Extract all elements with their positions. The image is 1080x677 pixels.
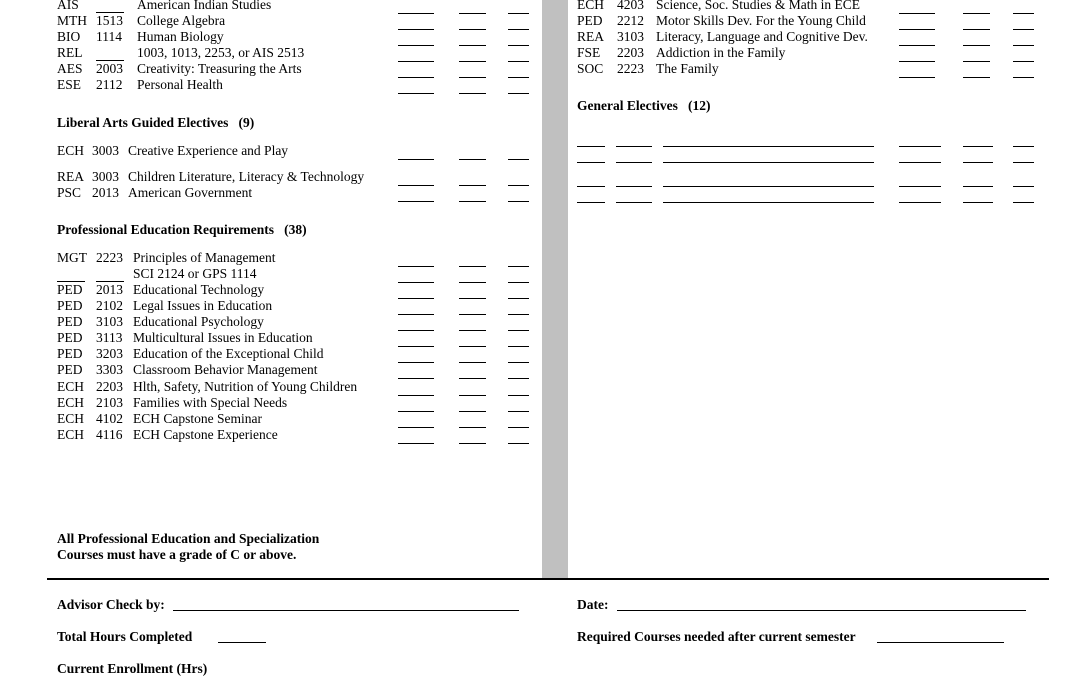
grade-field[interactable] [963,186,993,187]
semester-field[interactable] [899,61,935,62]
course-number: 2223 [96,250,123,265]
elective-number-field[interactable] [616,162,652,163]
course-title: ECH Capstone Experience [133,427,278,442]
grade-field[interactable] [459,330,486,331]
course-number: 3113 [96,330,123,345]
course-number: 4203 [617,0,644,12]
hours-field[interactable] [508,378,529,379]
footer-rule [47,578,1049,580]
hours-field[interactable] [1013,13,1034,14]
course-title: Education of the Exceptional Child [133,346,324,361]
course-title: Human Biology [137,29,224,44]
grade-field[interactable] [459,411,486,412]
course-dept: MGT [57,250,87,265]
elective-number-field[interactable] [616,146,652,147]
course-title: ECH Capstone Seminar [133,411,262,426]
course-dept: ECH [57,411,84,426]
course-title: College Algebra [137,13,226,28]
course-title: Legal Issues in Education [133,298,273,313]
required-courses-field[interactable] [877,642,1004,643]
course-dept: ECH [57,395,84,410]
semester-field[interactable] [398,61,434,62]
elective-dept-field[interactable] [577,186,605,187]
liberal-arts-heading-text: Liberal Arts Guided Electives [57,115,229,130]
grade-field[interactable] [459,45,486,46]
hours-field[interactable] [508,443,529,444]
grade-field[interactable] [459,282,486,283]
general-electives-hours: (12) [687,98,711,113]
course-title: Educational Technology [133,282,265,297]
date-field[interactable] [617,610,1026,611]
course-dept: PED [57,330,83,345]
course-dept: REL [57,45,83,60]
course-dept: AIS [57,0,79,12]
hours-field[interactable] [1013,202,1034,203]
course-title: Multicultural Issues in Education [133,330,313,345]
grade-field[interactable] [963,77,990,78]
required-courses-label: Required Courses needed after current semester [577,629,856,644]
hours-field[interactable] [508,282,529,283]
hours-field[interactable] [508,346,529,347]
course-number: 4116 [96,427,123,442]
grade-note-line-2: Courses must have a grade of C or above. [57,547,297,562]
course-dept: SOC [577,61,604,76]
course-dept: FSE [577,45,601,60]
grade-field[interactable] [459,159,486,160]
course-number: 3103 [617,29,644,44]
course-number: 4102 [96,411,123,426]
course-number: 3203 [96,346,123,361]
course-number: 3003 [92,143,119,158]
elective-dept-field[interactable] [577,162,605,163]
grade-field[interactable] [459,298,486,299]
grade-field[interactable] [459,77,486,78]
semester-field[interactable] [899,77,935,78]
semester-field[interactable] [398,346,434,347]
hours-field[interactable] [1013,45,1034,46]
course-number: 3103 [96,314,123,329]
grade-field[interactable] [963,162,993,163]
column-divider [542,0,568,579]
course-number: 2203 [617,45,644,60]
elective-title-field[interactable] [663,162,874,163]
elective-title-field[interactable] [663,146,874,147]
grade-field[interactable] [459,346,486,347]
course-title: Addiction in the Family [656,45,786,60]
grade-field[interactable] [459,362,486,363]
course-number: 2112 [96,77,123,92]
grade-field[interactable] [963,202,993,203]
hours-field[interactable] [508,29,529,30]
semester-field[interactable] [398,395,434,396]
semester-field[interactable] [398,314,434,315]
course-title: Literacy, Language and Cognitive Dev. [656,29,868,44]
hours-field[interactable] [1013,146,1034,147]
hours-field[interactable] [508,185,529,186]
grade-field[interactable] [963,146,993,147]
hours-field[interactable] [508,93,529,94]
course-number: 2013 [92,185,119,200]
course-dept: ECH [577,0,604,12]
semester-field[interactable] [398,330,434,331]
hours-field[interactable] [1013,162,1034,163]
elective-number-field[interactable] [616,186,652,187]
semester-field[interactable] [899,13,935,14]
date-label: Date: [577,597,609,612]
hours-field[interactable] [508,314,529,315]
course-number: 2003 [96,61,123,76]
course-number: 2103 [96,395,123,410]
grade-field[interactable] [459,61,486,62]
grade-field[interactable] [963,61,990,62]
course-title: Science, Soc. Studies & Math in ECE [656,0,860,12]
course-dept: PED [57,298,83,313]
semester-field[interactable] [899,29,935,30]
course-dept: PED [57,314,83,329]
course-number: 1114 [96,29,122,44]
course-dept: PED [57,346,83,361]
grade-field[interactable] [963,29,990,30]
course-dept: BIO [57,29,81,44]
course-dept: REA [57,169,84,184]
course-dept: REA [577,29,604,44]
hours-field[interactable] [508,362,529,363]
hours-field[interactable] [1013,186,1034,187]
course-title: American Government [128,185,253,200]
grade-field[interactable] [459,395,486,396]
semester-field[interactable] [398,298,434,299]
grade-field[interactable] [459,427,486,428]
course-number: 2223 [617,61,644,76]
total-hours-label: Total Hours Completed [57,629,193,644]
hours-field[interactable] [508,61,529,62]
grade-field[interactable] [459,378,486,379]
course-number: 2102 [96,298,123,313]
semester-field[interactable] [398,443,434,444]
course-title: Personal Health [137,77,223,92]
course-dept: MTH [57,13,87,28]
semester-field[interactable] [398,29,434,30]
course-title: Motor Skills Dev. For the Young Child [656,13,866,28]
elective-title-field[interactable] [663,202,874,203]
course-number: 2203 [96,379,123,394]
grade-field[interactable] [459,185,486,186]
general-electives-heading-text: General Electives [577,98,678,113]
liberal-arts-hours: (9) [238,115,255,130]
hours-field[interactable] [508,266,529,267]
course-title: Children Literature, Literacy & Technology [128,169,365,184]
hours-field[interactable] [508,298,529,299]
grade-field[interactable] [459,29,486,30]
elective-number-field[interactable] [616,202,652,203]
current-enrollment-label: Current Enrollment (Hrs) [57,661,208,676]
hours-field[interactable] [508,395,529,396]
hours-field[interactable] [1013,29,1034,30]
course-title: Families with Special Needs [133,395,288,410]
advisor-check-label: Advisor Check by: [57,597,165,612]
grade-field[interactable] [459,201,486,202]
grade-field[interactable] [459,93,486,94]
course-dept: AES [57,61,83,76]
elective-title-field[interactable] [663,186,874,187]
grade-field[interactable] [459,314,486,315]
elective-dept-field[interactable] [577,202,605,203]
hours-field[interactable] [508,427,529,428]
hours-field[interactable] [508,45,529,46]
course-number: 1513 [96,13,123,28]
semester-field[interactable] [899,186,941,187]
semester-field[interactable] [398,185,434,186]
course-dept: PED [577,13,603,28]
semester-field[interactable] [398,77,434,78]
grade-field[interactable] [963,13,990,14]
elective-dept-field[interactable] [577,146,605,147]
liberal-arts-heading [57,115,254,131]
course-number: 2212 [617,13,644,28]
course-title: Educational Psychology [133,314,264,329]
semester-field[interactable] [398,266,434,267]
hours-field[interactable] [508,330,529,331]
course-number: 2013 [96,282,123,297]
grade-note-line-1: All Professional Education and Specialization [57,531,320,546]
hours-field[interactable] [508,411,529,412]
course-title: Principles of Management [133,250,276,265]
hours-field[interactable] [1013,77,1034,78]
course-dept: PED [57,282,83,297]
course-title: Hlth, Safety, Nutrition of Young Children [133,379,358,394]
course-title: 1003, 1013, 2253, or AIS 2513 [137,45,305,60]
semester-field[interactable] [398,13,434,14]
semester-field[interactable] [398,159,434,160]
semester-field[interactable] [398,362,434,363]
course-number: 3003 [92,169,119,184]
professional-education-heading [57,222,307,238]
total-hours-field[interactable] [218,642,266,643]
semester-field[interactable] [899,202,941,203]
semester-field[interactable] [899,45,935,46]
semester-field[interactable] [398,282,434,283]
semester-field[interactable] [398,201,434,202]
grade-field[interactable] [459,443,486,444]
course-title: American Indian Studies [137,0,272,12]
grade-field[interactable] [459,13,486,14]
course-title: Creative Experience and Play [128,143,289,158]
semester-field[interactable] [899,162,941,163]
course-number: 3303 [96,362,123,377]
general-electives-heading [577,98,710,114]
course-dept: PED [57,362,83,377]
grade-field[interactable] [963,45,990,46]
semester-field[interactable] [398,411,434,412]
course-dept: ECH [57,427,84,442]
semester-field[interactable] [398,93,434,94]
course-dept: ESE [57,77,82,92]
semester-field[interactable] [899,146,941,147]
advisor-check-field[interactable] [173,610,519,611]
course-dept: ECH [57,143,84,158]
course-title: SCI 2124 or GPS 1114 [133,266,257,281]
hours-field[interactable] [1013,61,1034,62]
course-title: Creativity: Treasuring the Arts [137,61,302,76]
professional-education-heading-text: Professional Education Requirements [57,222,275,237]
course-title: Classroom Behavior Management [133,362,318,377]
course-title: The Family [656,61,719,76]
hours-field[interactable] [508,159,529,160]
semester-field[interactable] [398,378,434,379]
hours-field[interactable] [508,77,529,78]
hours-field[interactable] [508,201,529,202]
hours-field[interactable] [508,13,529,14]
course-dept: ECH [57,379,84,394]
course-dept: PSC [57,185,82,200]
semester-field[interactable] [398,45,434,46]
semester-field[interactable] [398,427,434,428]
grade-field[interactable] [459,266,486,267]
professional-education-hours: (38) [284,222,307,237]
